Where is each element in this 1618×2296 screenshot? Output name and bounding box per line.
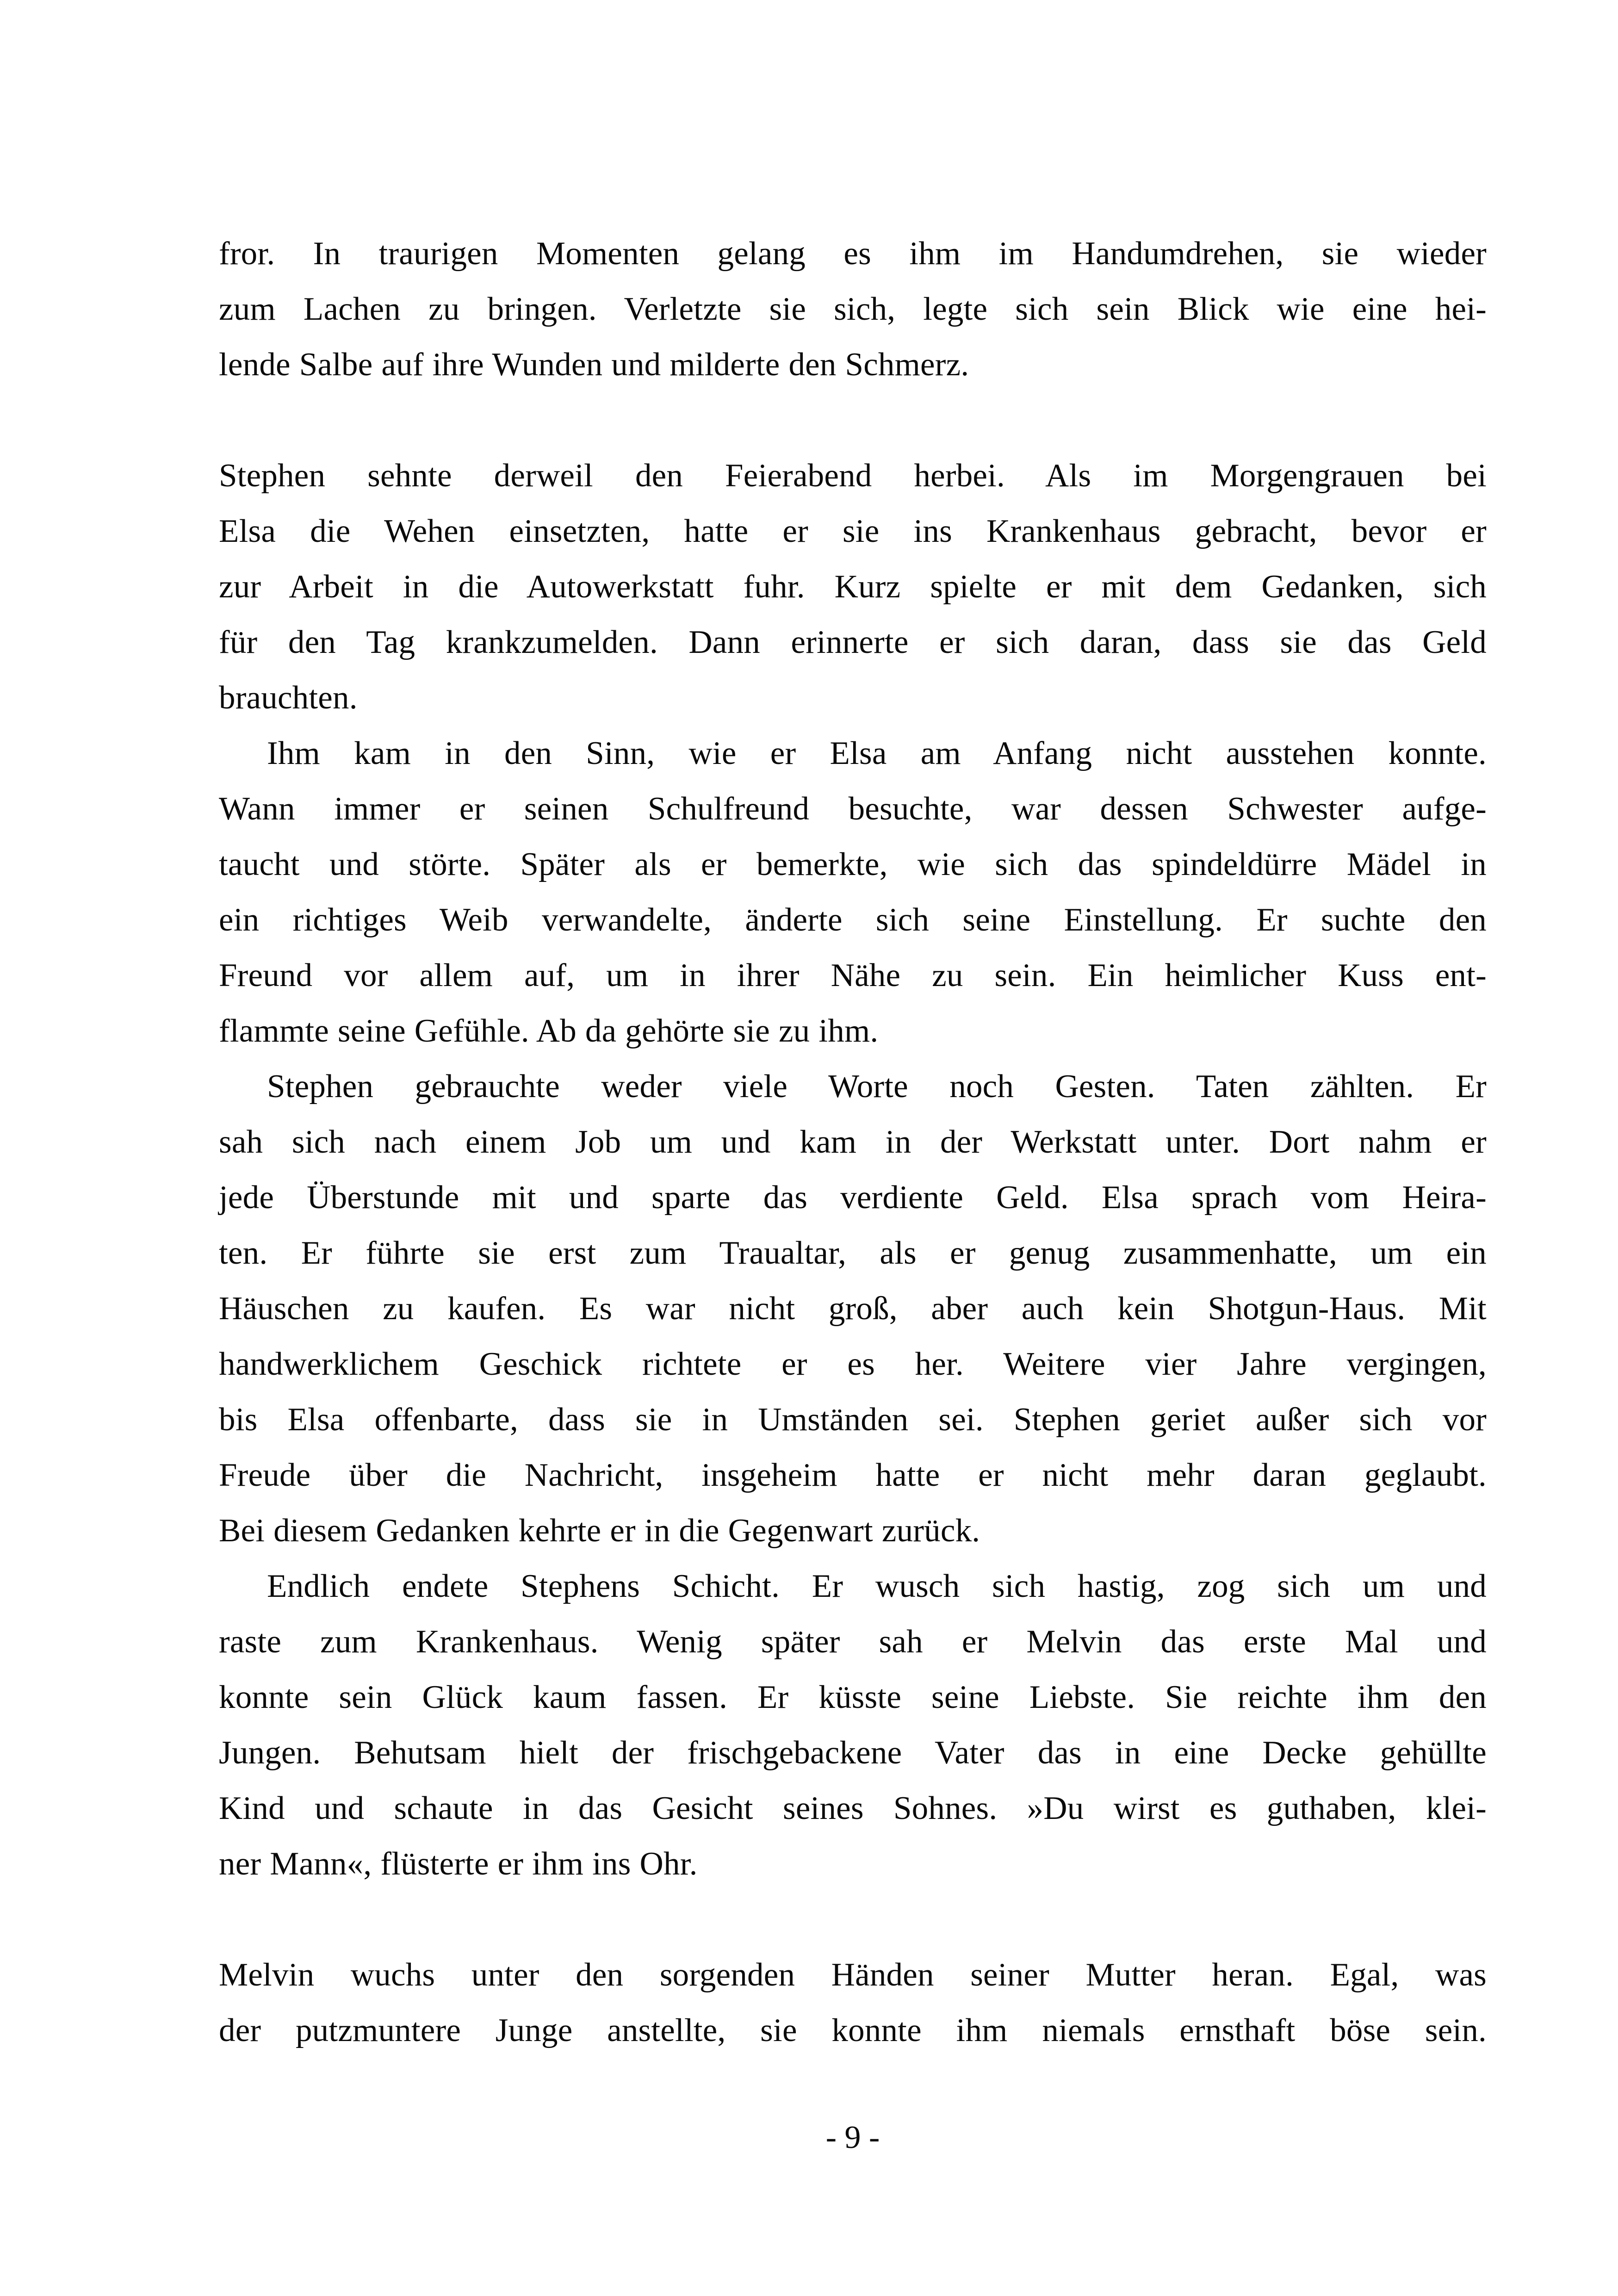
text-line: Freund vor allem auf, um in ihrer Nähe zu sein. Ein heimlicher Kuss ent- (219, 957, 1487, 993)
text-line: Melvin wuchs unter den sorgenden Händen seiner Mutter heran. Egal, was (219, 1957, 1487, 1993)
text-line: bis Elsa offenbarte, dass sie in Umständen sei. Stephen geriet außer sich vor (219, 1402, 1487, 1438)
text-line: Freude über die Nachricht, insgeheim hatte er nicht mehr daran geglaubt. (219, 1457, 1487, 1493)
text-line: Kind und schaute in das Gesicht seines Sohnes. »Du wirst es guthaben, klei- (219, 1790, 1487, 1826)
text-line: brauchten. (219, 680, 358, 716)
text-block (219, 226, 1487, 2058)
text-line: Stephen gebrauchte weder viele Worte noch Gesten. Taten zählten. Er (267, 1068, 1487, 1105)
text-line: Stephen sehnte derweil den Feierabend herbei. Als im Morgengrauen bei (219, 458, 1487, 494)
paragraph (219, 1059, 1487, 1558)
text-line: lende Salbe auf ihre Wunden und milderte den Schmerz. (219, 347, 969, 383)
text-line: Wann immer er seinen Schulfreund besuchte, war dessen Schwester aufge- (219, 791, 1487, 827)
text-line: für den Tag krankzumelden. Dann erinnerte er sich daran, dass sie das Geld (219, 624, 1487, 660)
text-line: konnte sein Glück kaum fassen. Er küsste seine Liebste. Sie reichte ihm den (219, 1679, 1487, 1715)
text-line: fror. In traurigen Momenten gelang es ihm im Handumdrehen, sie wieder (219, 236, 1487, 272)
paragraph (219, 726, 1487, 1059)
text-line: raste zum Krankenhaus. Wenig später sah er Melvin das erste Mal und (219, 1624, 1487, 1660)
paragraph (219, 1947, 1487, 2058)
text-line: zur Arbeit in die Autowerkstatt fuhr. Kurz spielte er mit dem Gedanken, sich (219, 569, 1487, 605)
text-line: Häuschen zu kaufen. Es war nicht groß, aber auch kein Shotgun-Haus. Mit (219, 1291, 1487, 1327)
text-line: Endlich endete Stephens Schicht. Er wusch sich hastig, zog sich um und (267, 1568, 1487, 1604)
text-line: ein richtiges Weib verwandelte, änderte sich seine Einstellung. Er suchte den (219, 902, 1487, 938)
text-line: Elsa die Wehen einsetzten, hatte er sie ins Krankenhaus gebracht, bevor er (219, 513, 1487, 549)
text-line: Bei diesem Gedanken kehrte er in die Gegenwart zurück. (219, 1513, 980, 1549)
text-line: der putzmuntere Junge anstellte, sie konnte ihm niemals ernsthaft böse sein. (219, 2012, 1487, 2048)
text-line: taucht und störte. Später als er bemerkte, wie sich das spindeldürre Mädel in (219, 846, 1487, 882)
page-number: - 9 - (825, 2120, 880, 2155)
text-line: Jungen. Behutsam hielt der frischgebackene Vater das in eine Decke gehüllte (219, 1735, 1487, 1771)
text-line: ner Mann«, flüsterte er ihm ins Ohr. (219, 1846, 698, 1882)
text-line: ten. Er führte sie erst zum Traualtar, als er genug zusammenhatte, um ein (219, 1235, 1487, 1271)
text-line: jede Überstunde mit und sparte das verdiente Geld. Elsa sprach vom Heira- (219, 1179, 1487, 1216)
text-line: Ihm kam in den Sinn, wie er Elsa am Anfang nicht ausstehen konnte. (267, 735, 1487, 771)
text-line: zum Lachen zu bringen. Verletzte sie sich, legte sich sein Blick wie eine hei- (219, 291, 1487, 327)
text-line: flammte seine Gefühle. Ab da gehörte sie zu ihm. (219, 1013, 879, 1049)
text-line: handwerklichem Geschick richtete er es her. Weitere vier Jahre vergingen, (219, 1346, 1487, 1382)
paragraph (219, 1558, 1487, 1892)
paragraph (219, 226, 1487, 392)
paragraph (219, 448, 1487, 726)
text-line: sah sich nach einem Job um und kam in der Werkstatt unter. Dort nahm er (219, 1124, 1487, 1160)
